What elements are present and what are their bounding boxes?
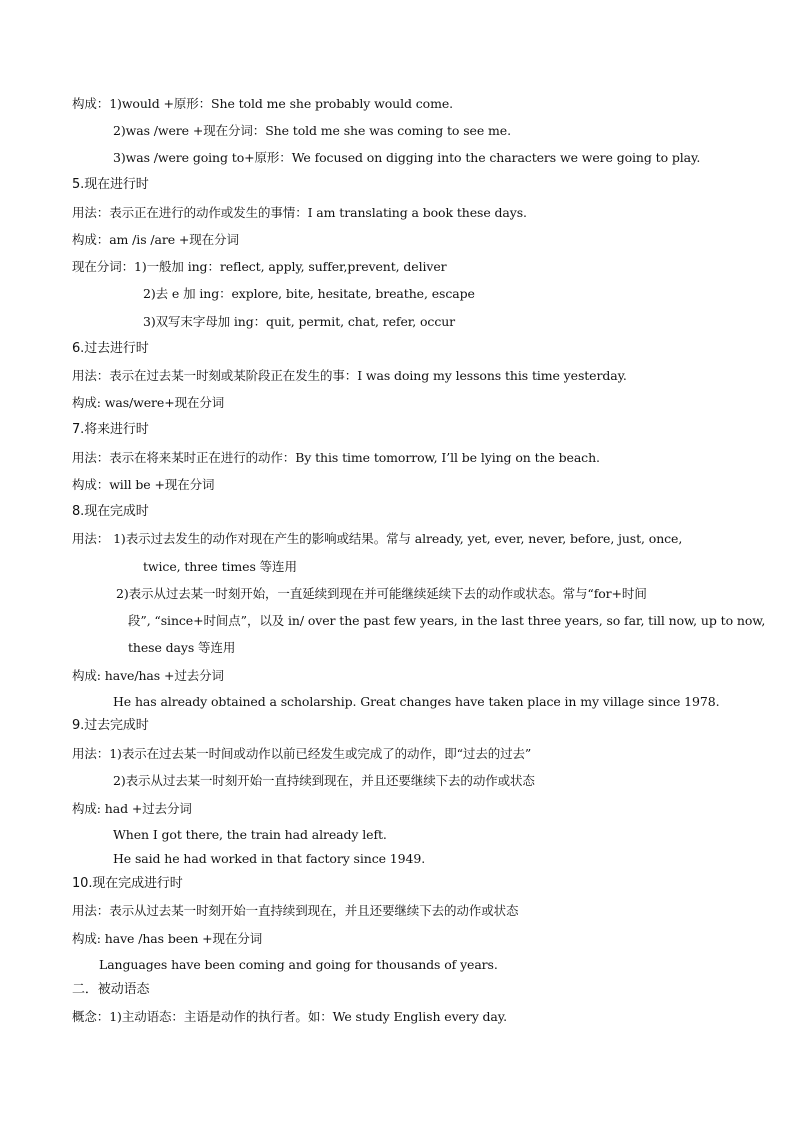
text-line: 用法：表示在将来某时正在进行的动作：By this time tomorrow, I’ll be lying on the beach. bbox=[72, 450, 600, 465]
text-line: 现在分词：1)一般加 ing：reflect, apply, suffer,prevent, deliver bbox=[72, 259, 447, 274]
text-line: 用法：1)表示在过去某一时间或动作以前已经发生或完成了的动作，即“过去的过去” bbox=[72, 746, 532, 761]
section-heading: 9.过去完成时 bbox=[72, 718, 149, 733]
text-line: 构成：am /is /are +现在分词 bbox=[72, 232, 239, 247]
text-line: 构成: have /has been +现在分词 bbox=[72, 931, 263, 946]
text-line: 用法：表示从过去某一时刻开始一直持续到现在，并且还要继续下去的动作或状态 bbox=[72, 903, 519, 918]
text-line: 构成：will be +现在分词 bbox=[72, 477, 215, 492]
section-heading: 7.将来进行时 bbox=[72, 422, 149, 437]
text-line: 构成: have/has +过去分词 bbox=[72, 668, 224, 683]
text-line: 构成: was/were+现在分词 bbox=[72, 395, 225, 410]
text-line: He said he had worked in that factory since 1949. bbox=[113, 851, 426, 866]
section-heading: 二．被动语态 bbox=[72, 982, 150, 997]
text-line: 2)表示从过去某一时刻开始，一直延续到现在并可能继续延续下去的动作或状态。常与“for+时间 bbox=[116, 586, 647, 601]
text-line: 3)was /were going to+原形：We focused on digging into the characters we were going to play. bbox=[113, 150, 701, 165]
text-line: 2)was /were +现在分词：She told me she was coming to see me. bbox=[113, 123, 511, 138]
text-line: When I got there, the train had already left. bbox=[113, 827, 387, 842]
text-line: 2)去 e 加 ing：explore, bite, hesitate, breathe, escape bbox=[143, 286, 475, 301]
text-line: 构成: had +过去分词 bbox=[72, 801, 192, 816]
text-line: 概念：1)主动语态：主语是动作的执行者。如：We study English every day. bbox=[72, 1009, 507, 1024]
section-heading: 5.现在进行时 bbox=[72, 177, 149, 192]
section-heading: 8.现在完成时 bbox=[72, 504, 149, 519]
text-line: these days 等连用 bbox=[128, 640, 236, 655]
text-line: twice, three times 等连用 bbox=[143, 559, 297, 574]
section-heading: 10.现在完成进行时 bbox=[72, 876, 183, 891]
text-line: 用法：表示在过去某一时刻或某阶段正在发生的事：I was doing my lessons this time yesterday. bbox=[72, 368, 627, 383]
section-heading: 6.过去进行时 bbox=[72, 341, 149, 356]
text-line: 用法：表示正在进行的动作或发生的事情：I am translating a book these days. bbox=[72, 205, 527, 220]
text-line: Languages have been coming and going for thousands of years. bbox=[99, 957, 498, 972]
text-line: 3)双写末字母加 ing：quit, permit, chat, refer, occur bbox=[143, 314, 456, 329]
text-line: 用法： 1)表示过去发生的动作对现在产生的影响或结果。常与 already, yet, ever, never, before, just, once, bbox=[72, 531, 683, 546]
text-line: 段”, “since+时间点”，以及 in/ over the past few years, in the last three years, so far, till now, up to now, bbox=[128, 613, 766, 628]
text-line: 2)表示从过去某一时刻开始一直持续到现在，并且还要继续下去的动作或状态 bbox=[113, 773, 535, 788]
text-line: He has already obtained a scholarship. Great changes have taken place in my village since 1978. bbox=[113, 694, 720, 709]
text-line: 构成：1)would +原形：She told me she probably would come. bbox=[72, 96, 454, 111]
